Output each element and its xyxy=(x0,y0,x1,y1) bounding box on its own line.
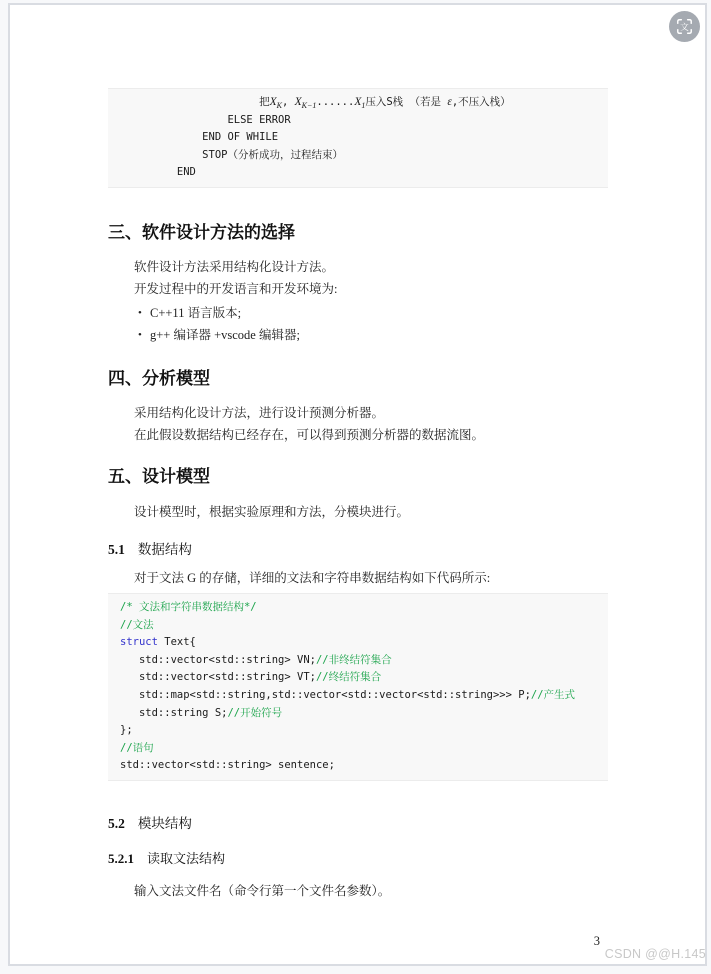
ocr-text-recognition-button[interactable] xyxy=(669,11,700,42)
paragraph: 开发过程中的开发语言和开发环境为: xyxy=(134,281,338,296)
subsection-heading-5-1 xyxy=(108,540,608,560)
section-heading-4: 四、分析模型 xyxy=(108,368,210,388)
csdn-watermark: CSDN @@H.145 xyxy=(604,947,706,961)
code-line: /* 文法和字符串数据结构*/ xyxy=(120,600,257,613)
subsection-heading-5-2-1 xyxy=(108,849,608,869)
code-line: END xyxy=(120,166,196,179)
subsection-title: 模块结构 xyxy=(137,815,192,831)
code-line: //语句 xyxy=(120,741,154,754)
paragraph: 采用结构化设计方法，进行设计预测分析器。 xyxy=(134,405,385,420)
document-page xyxy=(8,3,707,966)
section-heading-5: 五、设计模型 xyxy=(108,466,210,486)
subsection-title: 数据结构 xyxy=(137,541,192,557)
code-line: }; xyxy=(120,724,133,737)
bullet-list xyxy=(108,302,608,346)
subsection-number: 5.1 xyxy=(108,541,125,557)
code-line: 把$X_K$, $X_{K-1}......X_1$压入S栈 （若是 ε,不压入栈） xyxy=(120,96,511,111)
page-number: 3 xyxy=(593,933,600,948)
code-line: END OF WHILE xyxy=(120,131,279,144)
code-line: STOP（分析成功，过程结束） xyxy=(120,148,343,161)
code-line: struct Text{ xyxy=(120,636,196,649)
page-content xyxy=(108,5,608,950)
code-line: ELSE ERROR xyxy=(120,113,291,126)
code-line: std::vector<std::string> VT;//终结符集合 xyxy=(120,671,382,684)
code-line: std::vector<std::string> VN;//非终结符集合 xyxy=(120,653,392,666)
code-line: std::vector<std::string> sentence; xyxy=(120,759,335,772)
subsection-title: 读取文法结构 xyxy=(147,850,226,866)
pseudocode-block xyxy=(108,88,608,188)
code-line: std::string S;//开始符号 xyxy=(120,706,283,719)
paragraph: 软件设计方法采用结构化设计方法。 xyxy=(134,259,335,274)
svg-text:文: 文 xyxy=(680,21,689,32)
text-scan-icon xyxy=(675,17,694,36)
subsection-number: 5.2.1 xyxy=(108,850,134,866)
subsection-heading-5-2 xyxy=(108,814,608,834)
section-heading-3: 三、软件设计方法的选择 xyxy=(108,222,295,242)
paragraph: 对于文法 G 的存储，详细的文法和字符串数据结构如下代码所示: xyxy=(134,570,491,585)
paragraph: 在此假设数据结构已经存在，可以得到预测分析器的数据流图。 xyxy=(134,427,485,442)
list-item: • C++11 语言版本; xyxy=(138,302,608,324)
cpp-code-block xyxy=(108,593,608,781)
subsection-number: 5.2 xyxy=(108,815,125,831)
paragraph: 输入文法文件名（命令行第一个文件名参数）。 xyxy=(134,883,391,898)
list-item: • g++ 编译器 +vscode 编辑器; xyxy=(138,324,608,346)
code-line: std::map<std::string,std::vector<std::vector<std::string>>> P;//产生式 xyxy=(120,688,576,701)
code-line: //文法 xyxy=(120,618,154,631)
paragraph: 设计模型时，根据实验原理和方法，分模块进行。 xyxy=(134,504,410,519)
